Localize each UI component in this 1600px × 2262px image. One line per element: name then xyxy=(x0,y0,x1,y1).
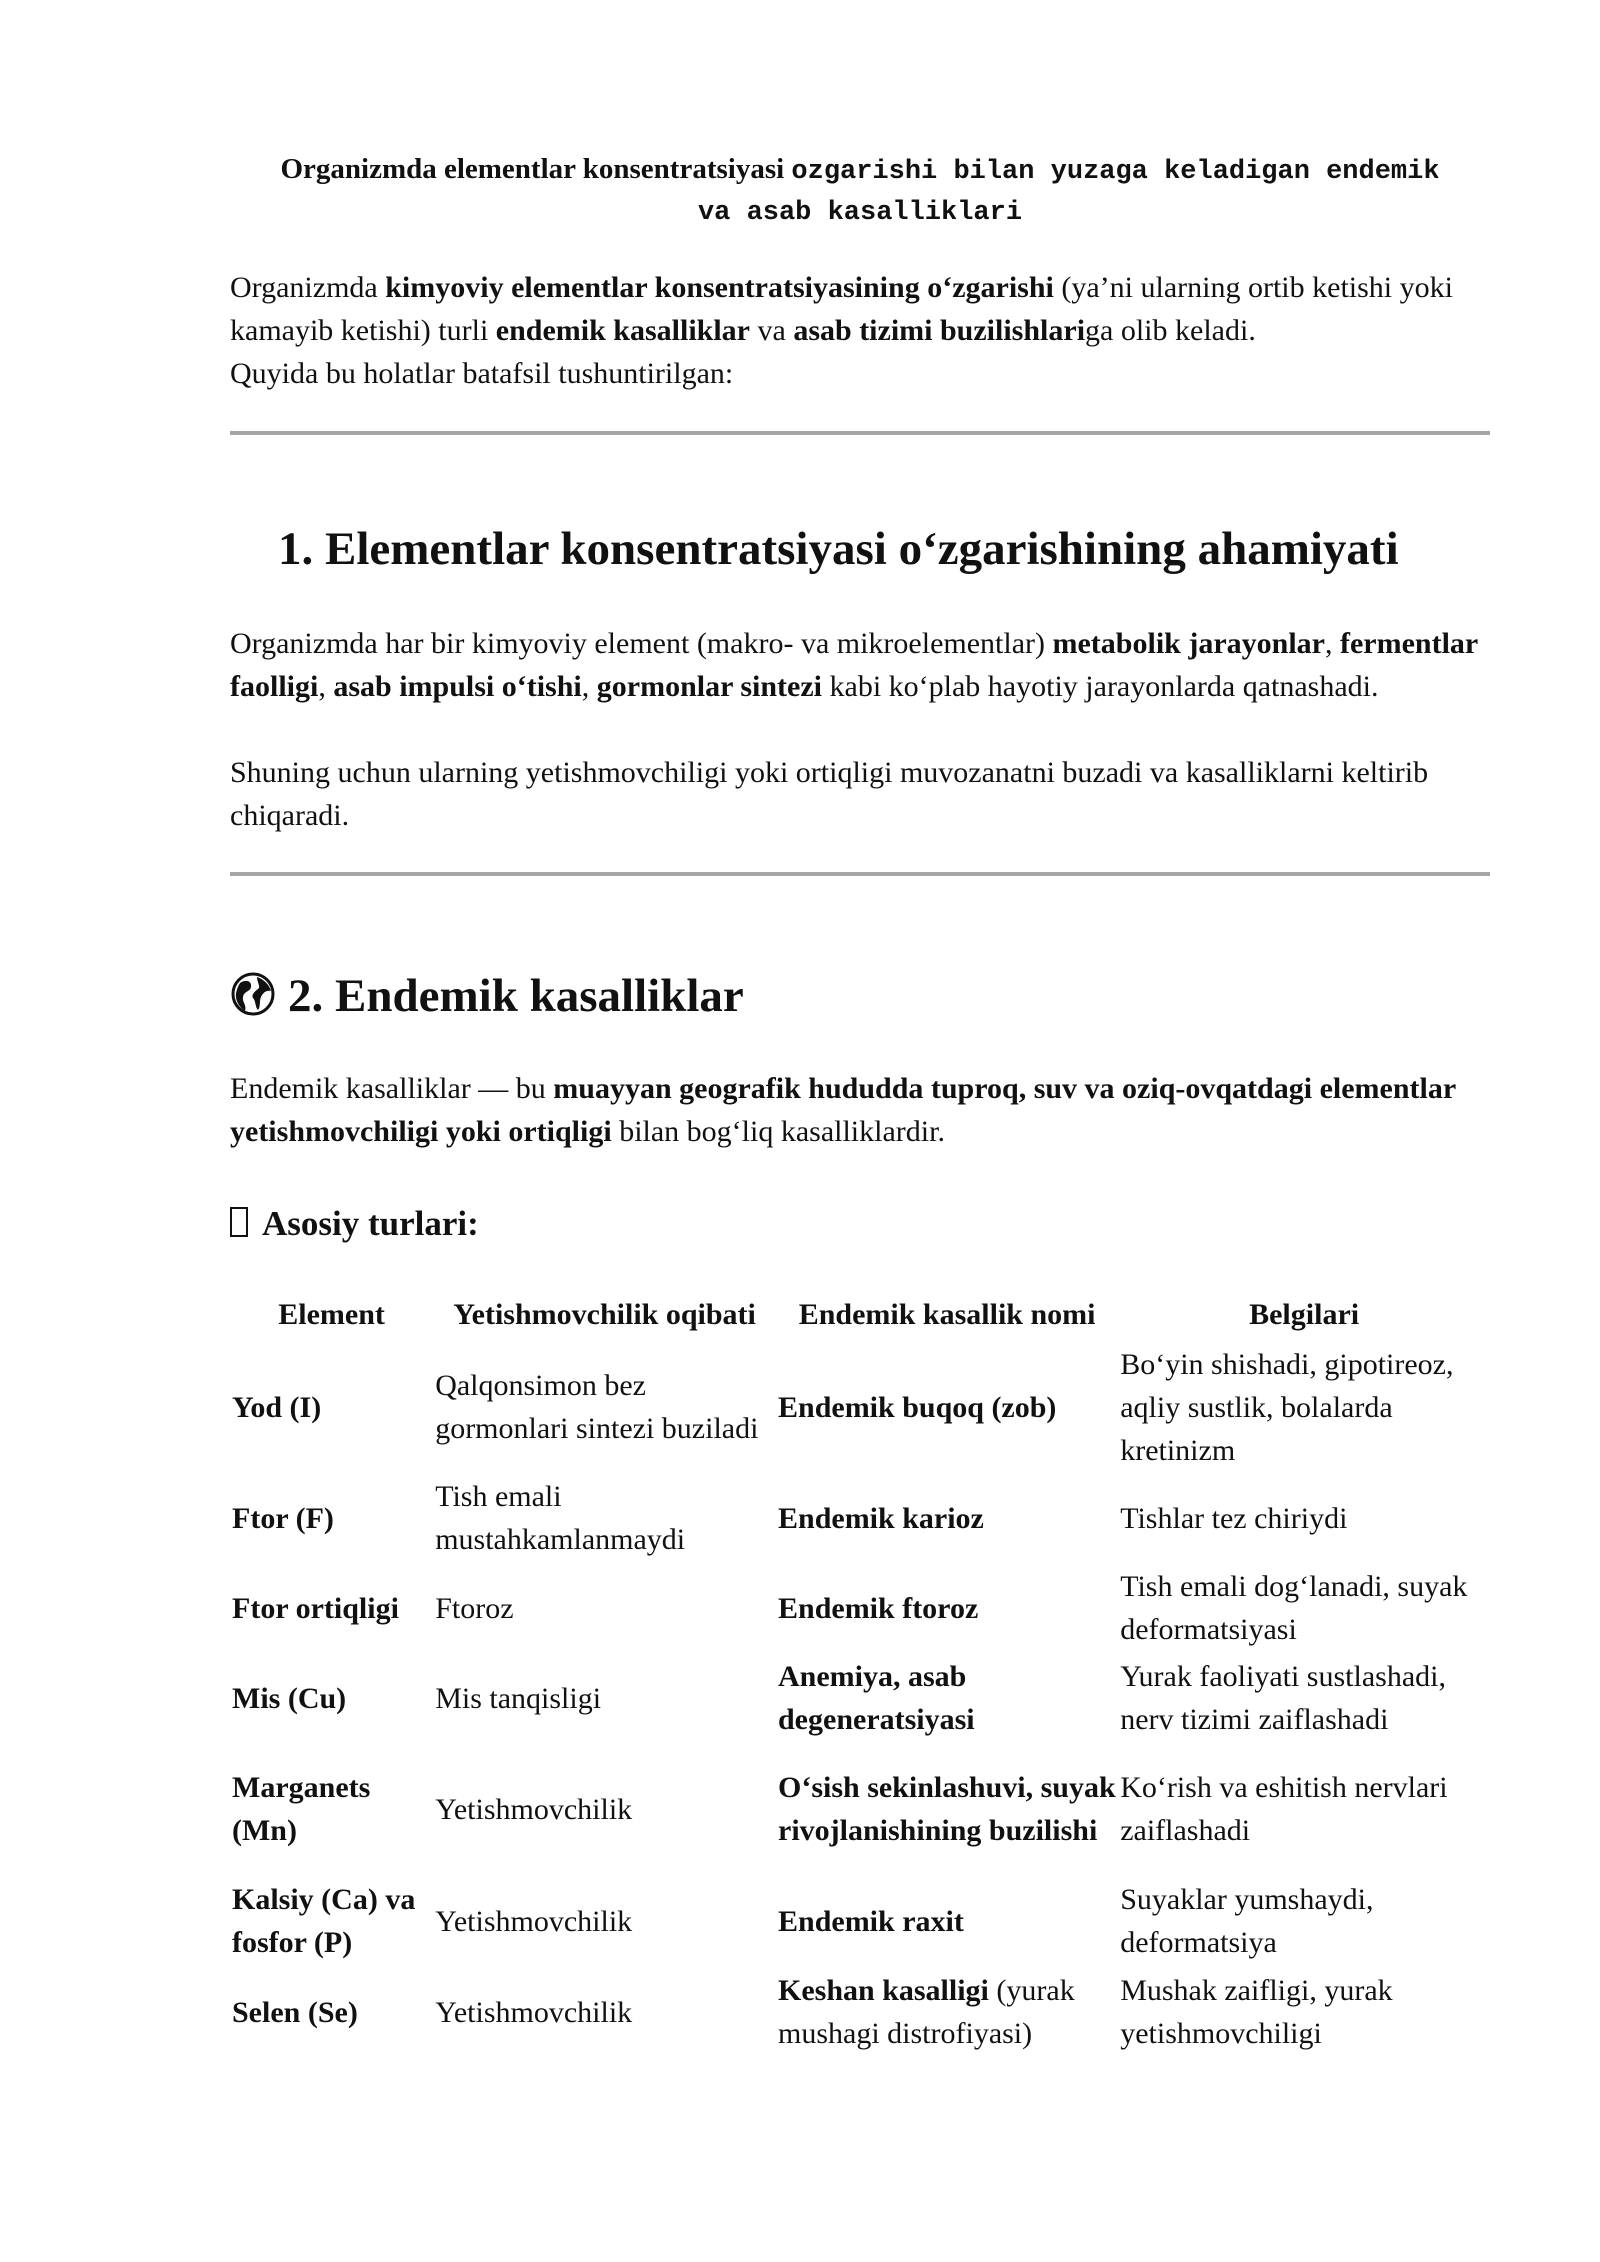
intro-paragraph xyxy=(230,266,1490,395)
section2-paragraph xyxy=(230,1067,1490,1153)
intro-text-4: ga olib keladi. xyxy=(1085,314,1256,347)
cell-effect: Yetishmovchilik xyxy=(435,1792,633,1826)
cell-element: Yod (I) xyxy=(232,1390,322,1424)
missing-glyph-icon xyxy=(230,1207,248,1237)
disease-name: Endemik raxit xyxy=(778,1904,964,1938)
s1-bold-4: gormonlar sintezi xyxy=(596,670,823,703)
cell-element: Marganets (Mn) xyxy=(232,1771,371,1847)
header-signs: Belgilari xyxy=(1249,1297,1360,1331)
disease-note: (yurak mushagi distrofiyasi) xyxy=(778,1974,1075,2050)
title-line-2: va asab kasalliklari xyxy=(697,198,1023,228)
cell-element: Ftor (F) xyxy=(232,1501,334,1535)
types-subheading-text: Asosiy turlari: xyxy=(262,1204,479,1243)
s2-text-2: bilan bog‘liq kasalliklardir. xyxy=(611,1115,945,1148)
disease-name: Endemik buqoq (zob) xyxy=(778,1390,1057,1424)
disease-name: O‘sish sekinlashuvi, suyak rivojlanishining buzilishi xyxy=(778,1771,1116,1847)
s1-bold-3: asab impulsi o‘tishi xyxy=(333,670,582,703)
cell-disease xyxy=(776,1473,1118,1563)
cell-effect: Ftoroz xyxy=(435,1591,514,1625)
cell-signs: Yurak faoliyati sustlashadi, nerv tizimi zaiflashadi xyxy=(1120,1660,1446,1736)
cell-effect: Tish emali mustahkamlanmaydi xyxy=(435,1480,686,1556)
cell-disease xyxy=(776,1341,1118,1473)
globe-icon xyxy=(230,971,276,1017)
table-row xyxy=(230,1875,1490,1967)
cell-signs: Tish emali dog‘lanadi, suyak deformatsiyasi xyxy=(1120,1570,1468,1646)
cell-disease xyxy=(776,1967,1118,2057)
intro-text-3: va xyxy=(750,314,794,347)
s1-text-3: , xyxy=(318,670,334,703)
table-row xyxy=(230,1743,1490,1875)
section2-heading xyxy=(230,966,744,1026)
s2-bold-1: muayyan geografik hududda tuproq, suv va oziq-ovqatdagi elementlar yetishmovchiligi yoki ortiqligi xyxy=(230,1072,1456,1148)
intro-bold-1: kimyoviy elementlar konsentratsiyasining o‘zgarishi xyxy=(385,271,1054,304)
cell-element: Ftor ortiqligi xyxy=(232,1591,399,1625)
cell-disease xyxy=(776,1743,1118,1875)
s1-text-4: , xyxy=(581,670,597,703)
table-row xyxy=(230,1563,1490,1653)
disease-name: Keshan kasalligi xyxy=(778,1974,989,2007)
cell-signs: Suyaklar yumshaydi, deformatsiya xyxy=(1120,1883,1374,1959)
s1-text-1: Organizmda har bir kimyoviy element (makro- va mikroelementlar) xyxy=(230,627,1053,660)
divider-1 xyxy=(230,431,1490,435)
title-part-2: ozgarishi bilan yuzaga keladigan endemik xyxy=(791,157,1440,187)
cell-signs: Ko‘rish va eshitish nervlari zaiflashadi xyxy=(1120,1771,1448,1847)
title-part-1: Organizmda elementlar konsentratsiyasi xyxy=(280,153,785,185)
header-disease: Endemik kasallik nomi xyxy=(798,1297,1096,1331)
divider-2 xyxy=(230,872,1490,876)
table-header-row xyxy=(230,1287,1490,1341)
cell-signs: Mushak zaifligi, yurak yetishmovchiligi xyxy=(1120,1974,1393,2050)
types-subheading xyxy=(230,1201,479,1247)
intro-line-3: Quyida bu holatlar batafsil tushuntirilgan: xyxy=(230,357,734,390)
cell-effect: Mis tanqisligi xyxy=(435,1681,602,1715)
cell-signs: Tishlar tez chiriydi xyxy=(1120,1501,1348,1535)
disease-name: Endemik ftoroz xyxy=(778,1591,979,1625)
s1-bold-2: fermentlar faolligi xyxy=(230,627,1478,703)
cell-disease xyxy=(776,1563,1118,1653)
cell-disease xyxy=(776,1875,1118,1967)
cell-effect: Qalqonsimon bez gormonlari sintezi buziladi xyxy=(435,1369,759,1445)
cell-signs: Bo‘yin shishadi, gipotireoz, aqliy sustlik, bolalarda kretinizm xyxy=(1120,1347,1454,1467)
cell-element: Mis (Cu) xyxy=(232,1681,347,1715)
cell-effect: Yetishmovchilik xyxy=(435,1904,633,1938)
section2-heading-text: 2. Endemik kasalliklar xyxy=(288,970,744,1022)
section1-paragraph-1 xyxy=(230,622,1490,708)
intro-bold-3: asab tizimi buzilishlari xyxy=(793,314,1086,347)
disease-name: Endemik karioz xyxy=(778,1501,984,1535)
cell-element: Kalsiy (Ca) va fosfor (P) xyxy=(232,1883,416,1959)
table-row xyxy=(230,1473,1490,1563)
endemic-diseases-table xyxy=(230,1287,1490,2057)
disease-name: Anemiya, asab degeneratsiyasi xyxy=(778,1660,975,1736)
section1-paragraph-2: Shuning uchun ularning yetishmovchiligi yoki ortiqligi muvozanatni buzadi va kasalliklarni keltirib chiqaradi. xyxy=(230,756,1429,832)
intro-text-2: (ya’ni ularning ortib ketishi yoki kamayib ketishi) turli xyxy=(230,271,1453,347)
section1-heading: 1. Elementlar konsentratsiyasi o‘zgarishining ahamiyati xyxy=(278,523,1399,575)
s1-text-2: , xyxy=(1324,627,1340,660)
intro-bold-2: endemik kasalliklar xyxy=(495,314,750,347)
s1-bold-1: metabolik jarayonlar xyxy=(1052,627,1325,660)
table-row xyxy=(230,1653,1490,1743)
document-title xyxy=(230,150,1490,232)
cell-disease xyxy=(776,1653,1118,1743)
s2-text-1: Endemik kasalliklar — bu xyxy=(230,1072,554,1105)
intro-text-1: Organizmda xyxy=(230,271,386,304)
header-element: Element xyxy=(278,1297,385,1331)
cell-effect: Yetishmovchilik xyxy=(435,1995,633,2029)
header-effect: Yetishmovchilik oqibati xyxy=(453,1297,756,1331)
table-row xyxy=(230,1967,1490,2057)
cell-element: Selen (Se) xyxy=(232,1995,358,2029)
s1-text-5: kabi ko‘plab hayotiy jarayonlarda qatnashadi. xyxy=(822,670,1379,703)
table-row xyxy=(230,1341,1490,1473)
